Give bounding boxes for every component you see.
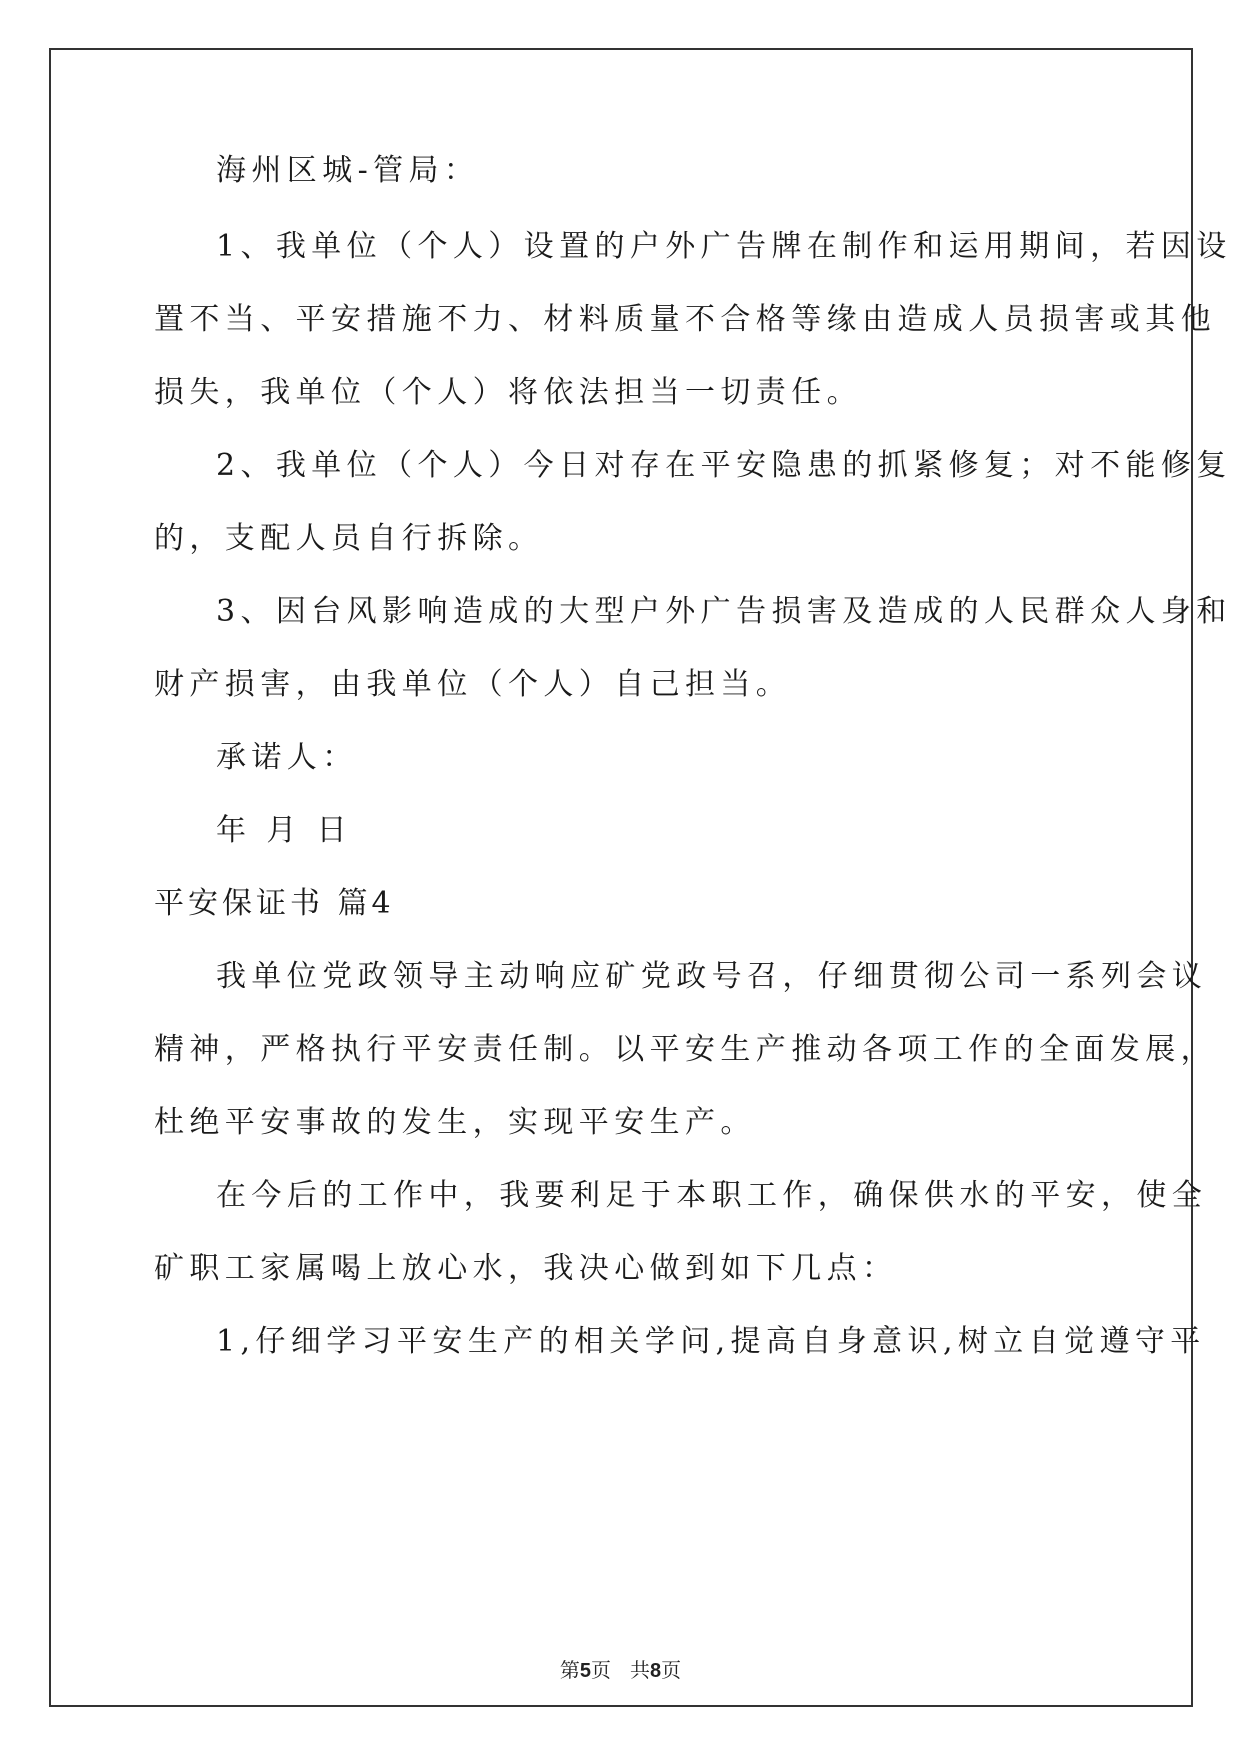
paragraph-5-line-1: 在今后的工作中，我要利足于本职工作，确保供水的平安，使全 [216, 1178, 1208, 1213]
section-heading: 平安保证书 篇4 [154, 886, 395, 921]
footer-page-suffix: 页 [590, 1658, 611, 1682]
page-footer [0, 1658, 1241, 1683]
paragraph-1-line-3: 损失，我单位（个人）将依法担当一切责任。 [154, 375, 862, 410]
footer-total-prefix: 共 [630, 1658, 651, 1682]
salutation: 海州区城-管局： [216, 153, 480, 188]
paragraph-4-line-3: 杜绝平安事故的发生，实现平安生产。 [154, 1105, 756, 1140]
footer-total-suffix: 页 [661, 1658, 682, 1682]
promisor-label: 承诺人： [216, 740, 358, 775]
paragraph-1-line-2: 置不当、平安措施不力、材料质量不合格等缘由造成人员损害或其他 [154, 302, 1216, 337]
paragraph-3-line-1: 3、因台风影响造成的大型户外广告损害及造成的人民群众人身和 [216, 594, 1232, 629]
footer-page-prefix: 第 [559, 1658, 580, 1682]
footer-total-pages: 8 [650, 1660, 662, 1682]
footer-page-number: 5 [579, 1660, 591, 1682]
page-frame [49, 48, 1232, 1707]
paragraph-5-line-2: 矿职工家属喝上放心水，我决心做到如下几点： [154, 1251, 898, 1286]
paragraph-4-line-2: 精神，严格执行平安责任制。以平安生产推动各项工作的全面发展， [154, 1032, 1216, 1067]
paragraph-1-line-1: 1、我单位（个人）设置的户外广告牌在制作和运用期间，若因设 [216, 229, 1232, 264]
paragraph-6-line-1: 1,仔细学习平安生产的相关学问,提高自身意识,树立自觉遵守平 [216, 1324, 1206, 1359]
paragraph-3-line-2: 财产损害，由我单位（个人）自己担当。 [154, 667, 792, 702]
paragraph-2-line-2: 的，支配人员自行拆除。 [154, 521, 544, 556]
paragraph-2-line-1: 2、我单位（个人）今日对存在平安隐患的抓紧修复；对不能修复 [216, 448, 1232, 483]
date-line: 年 月 日 [216, 813, 353, 848]
paragraph-4-line-1: 我单位党政领导主动响应矿党政号召，仔细贯彻公司一系列会议 [216, 959, 1208, 994]
